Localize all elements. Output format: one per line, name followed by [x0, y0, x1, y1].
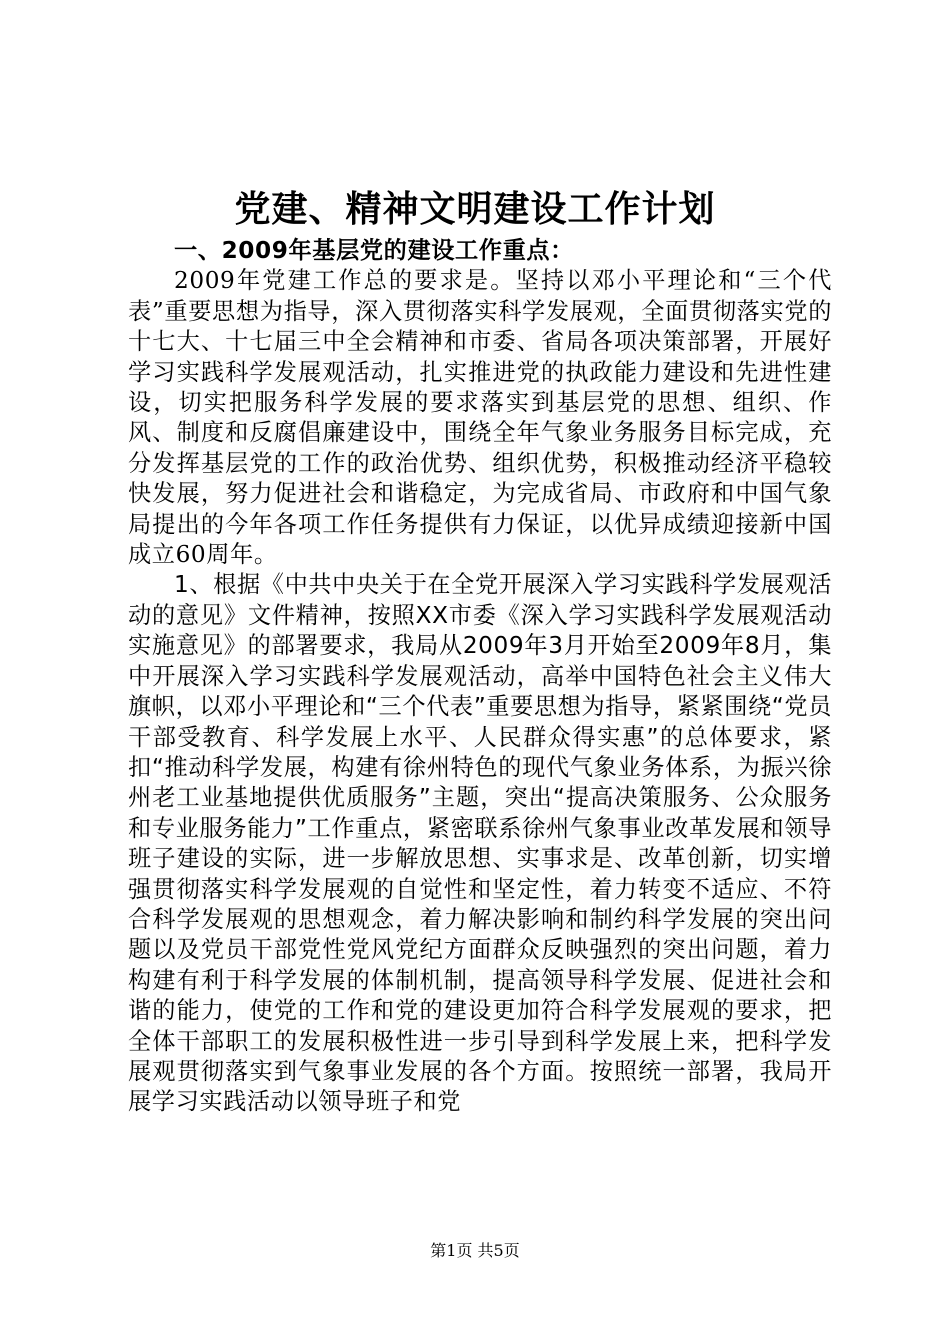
body-paragraph: 2009年党建工作总的要求是。坚持以邓小平理论和“三个代表”重要思想为指导，深入贯彻落实科学发展观，全面贯彻落实党的十七大、十七届三中全会精神和市委、省局各项决策部署，开展好学习实践科学发展观活动，扎实推进党的执政能力建设和先进性建设，切实把服务科学发展的要求落实到基层党的思想、组织、作风、制度和反腐倡廉建设中，围绕全年气象业务服务目标完成，充分发挥基层党的工作的政治优势、组织优势，积极推动经济平稳较快发展，努力促进社会和谐稳定，为完成省局、市政府和中国气象局提出的今年各项工作任务提供有力保证，以优异成绩迎接新中国成立60周年。 — [128, 267, 832, 569]
document-body — [128, 236, 832, 1118]
document-title: 党建、精神文明建设工作计划 — [234, 189, 716, 230]
section-heading: 一、2009年基层党的建设工作重点： — [174, 237, 574, 264]
body-paragraph: 1、根据《中共中央关于在全党开展深入学习实践科学发展观活动的意见》文件精神，按照XX市委《深入学习实践科学发展观活动实施意见》的部署要求，我局从2009年3月开始至2009年8月，集中开展深入学习实践科学发展观活动，高举中国特色社会主义伟大旗帜，以邓小平理论和“三个代表”重要思想为指导，紧紧围绕“党员干部受教育、科学发展上水平、人民群众得实惠”的总体要求，紧扣“推动科学发展，构建有徐州特色的现代气象业务体系，为振兴徐州老工业基地提供优质服务”主题，突出“提高决策服务、公众服务和专业服务能力”工作重点，紧密联系徐州气象事业改革发展和领导班子建设的实际，进一步解放思想、实事求是、改革创新，切实增强贯彻落实科学发展观的自觉性和坚定性，着力转变不适应、不符合科学发展观的思想观念，着力解决影响和制约科学发展的突出问题以及党员干部党性党风党纪方面群众反映强烈的突出问题，着力构建有利于科学发展的体制机制，提高领导科学发展、促进社会和谐的能力，使党的工作和党的建设更加符合科学发展观的要求，把全体干部职工的发展积极性进一步引导到科学发展上来，把科学发展观贯彻落实到气象事业发展的各个方面。按照统一部署，我局开展学习实践活动以领导班子和党 — [128, 571, 832, 1116]
page-number: 第1页 共5页 — [430, 1241, 520, 1260]
